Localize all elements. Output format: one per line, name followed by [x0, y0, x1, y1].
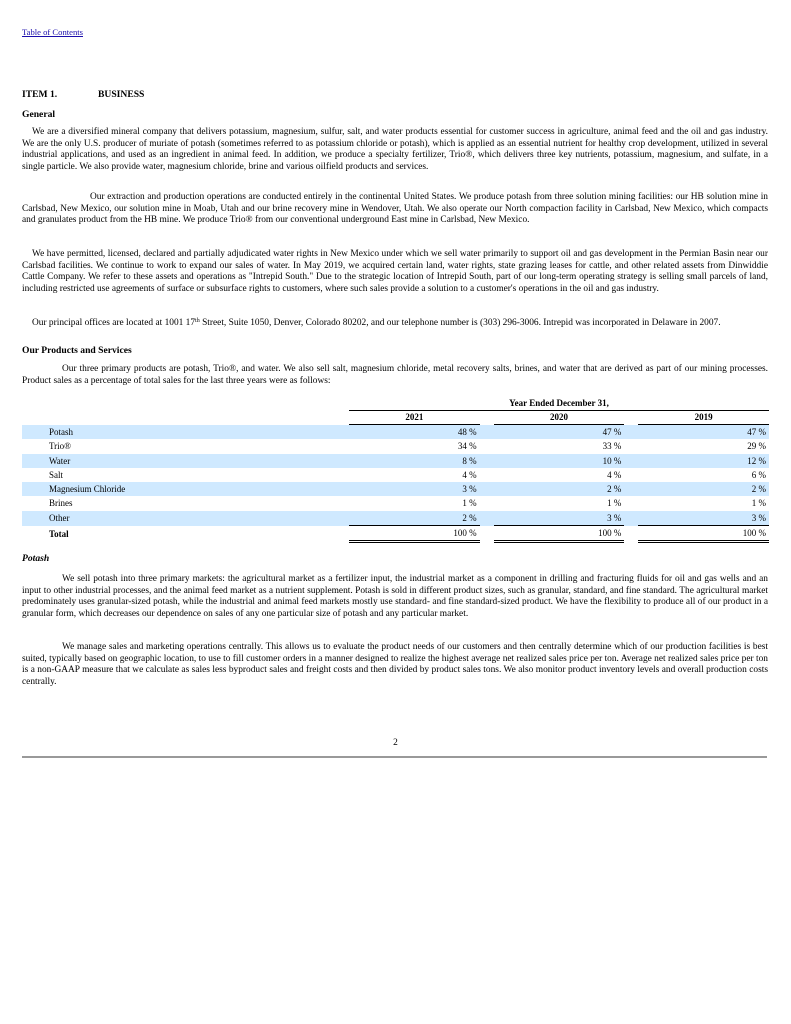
- table-of-contents-link[interactable]: Table of Contents: [22, 27, 83, 37]
- general-paragraph-4: [22, 318, 768, 330]
- row-value: 2 %: [349, 511, 480, 526]
- general-paragraph-2: Our extraction and production operations are conducted entirely in the continental United States. We produce potash from three solution mining facilities: our HB solution mine in Carlsbad, New Mexico, our solution mine in Moab, Utah and our brine recovery mine in Wendover, Utah. We also operate our North compaction facility in Carlsbad, New Mexico, which compacts and granulates product from the HB mine. We produce Trio® from our conventional underground East mine in Carlsbad, New Mexico.: [22, 192, 768, 226]
- potash-paragraph-1: We sell potash into three primary markets: the agricultural market as a fertilizer input, the industrial market as a component in drilling and fracturing fluids for oil and gas wells and an input to other industrial processes, and the animal feed market as a nutrient supplement. Potash is sold in different product sizes, such as granular, standard, and fine standard. The agricultural market predominately uses granular-sized potash, while the industrial and animal feed markets mostly use standard- and fine standard-sized product. We have the flexibility to produce all of our product in a granular form, which decreases our dependence on sales of any one particular size of potash and any particular market.: [22, 574, 768, 619]
- row-value: 1 %: [607, 498, 622, 509]
- address-text-1: Our principal offices are located at 1001 17: [32, 318, 196, 328]
- address-text-2: Street, Suite 1050, Denver, Colorado 80202, and our telephone number is (303) 296-3006. Intrepid was incorporated in Delaware in 2007.: [199, 318, 721, 328]
- row-value: 34 %: [457, 441, 477, 452]
- item-heading: [22, 89, 144, 101]
- table-row: [22, 511, 769, 526]
- item-title: BUSINESS: [98, 89, 145, 100]
- products-heading: Our Products and Services: [22, 345, 132, 356]
- total-value: 100 %: [349, 526, 480, 542]
- general-paragraph-3: We have permitted, licensed, declared and partially adjudicated water rights in New Mexico under which we sell water primarily to support oil and gas development in the Permian Basin near our Carlsbad facilities. We continue to work to expand our sales of water. In May 2019, we acquired certain land, water rights, state grazing leases for cattle, and other related assets from Dinwiddie Cattle Company. We refer to these assets and operations as "Intrepid South." Due to the strategic location of Intrepid South, part of our long-term operating strategy is selling small parcels of land, including restricted use agreements of surface or subsurface rights to customers, where such sales provide a solution to a customer's operations in the oil and gas industry.: [22, 249, 768, 294]
- year-header: 2021: [349, 411, 480, 425]
- row-value: 3 %: [638, 511, 769, 526]
- row-label: Salt: [49, 469, 64, 480]
- page-divider: [22, 756, 767, 758]
- row-value: 1 %: [462, 498, 477, 509]
- potash-heading: Potash: [22, 553, 50, 564]
- row-value: 33 %: [602, 441, 622, 452]
- table-row: [22, 439, 769, 453]
- row-value: 29 %: [747, 441, 766, 452]
- table-row: [22, 454, 769, 468]
- page-number: 2: [393, 738, 398, 748]
- row-value: 47 %: [638, 425, 769, 440]
- row-value: 2 %: [638, 482, 769, 496]
- row-label: Water: [22, 454, 349, 468]
- table-period-header: Year Ended December 31,: [349, 396, 769, 411]
- item-number: ITEM 1.: [22, 89, 58, 100]
- row-value: 10 %: [494, 454, 625, 468]
- row-value: 3 %: [494, 511, 625, 526]
- total-label: Total: [49, 528, 69, 539]
- table-header-row: [22, 396, 769, 411]
- ordinal-suffix: th: [195, 318, 200, 324]
- table-years-row: [22, 411, 769, 425]
- table-row: [22, 425, 769, 440]
- row-value: 4 %: [607, 469, 622, 480]
- row-value: 48 %: [349, 425, 480, 440]
- row-value: 12 %: [638, 454, 769, 468]
- row-label: Brines: [49, 498, 73, 509]
- table-row: [22, 468, 769, 482]
- potash-paragraph-2: We manage sales and marketing operations centrally. This allows us to evaluate the product needs of our customers and then centrally determine which of our production facilities is best suited, typically based on geographic location, to use to fill customer orders in a manner designed to realize the highest average net realized sales price per ton. Average net realized sales price per ton is a non-GAAP measure that we calculate as sales less byproduct sales and freight costs and then divided by product sales tons. We also monitor product inventory levels and overall production costs centrally.: [22, 642, 768, 687]
- row-value: 1 %: [751, 498, 766, 509]
- table-row: [22, 496, 769, 510]
- row-label: Potash: [22, 425, 349, 440]
- row-value: 4 %: [462, 469, 477, 480]
- products-intro: Our three primary products are potash, Trio®, and water. We also sell salt, magnesium chloride, metal recovery salts, brines, and water that are derived as part of our mining processes. Product sales as a percentage of total sales for the last three years were as follows:: [22, 364, 768, 386]
- row-label: Trio®: [49, 441, 72, 452]
- row-value: 6 %: [751, 469, 766, 480]
- row-label: Other: [22, 511, 349, 526]
- product-sales-table: [22, 396, 769, 543]
- row-value: 8 %: [349, 454, 480, 468]
- table-row: [22, 482, 769, 496]
- year-header: 2019: [638, 411, 769, 425]
- total-value: 100 %: [638, 526, 769, 542]
- total-value: 100 %: [494, 526, 625, 542]
- general-paragraph-1: We are a diversified mineral company that delivers potassium, magnesium, sulfur, salt, and water products essential for customer success in agriculture, animal feed and the oil and gas industry. We are the only U.S. producer of muriate of potash (sometimes referred to as potassium chloride or potash), which is applied as an essential nutrient for healthy crop development, utilized in several industrial applications, and used as an ingredient in animal feed. In addition, we produce a specialty fertilizer, Trio®, which delivers three key nutrients, potassium, magnesium, and sulfate, in a single particle. We also provide water, magnesium chloride, brine and various oilfield products and services.: [22, 127, 768, 172]
- general-heading: General: [22, 109, 56, 120]
- row-label: Magnesium Chloride: [22, 482, 349, 496]
- row-value: 2 %: [494, 482, 625, 496]
- year-header: 2020: [494, 411, 625, 425]
- row-value: 3 %: [349, 482, 480, 496]
- table-total-row: [22, 526, 769, 542]
- row-value: 47 %: [494, 425, 625, 440]
